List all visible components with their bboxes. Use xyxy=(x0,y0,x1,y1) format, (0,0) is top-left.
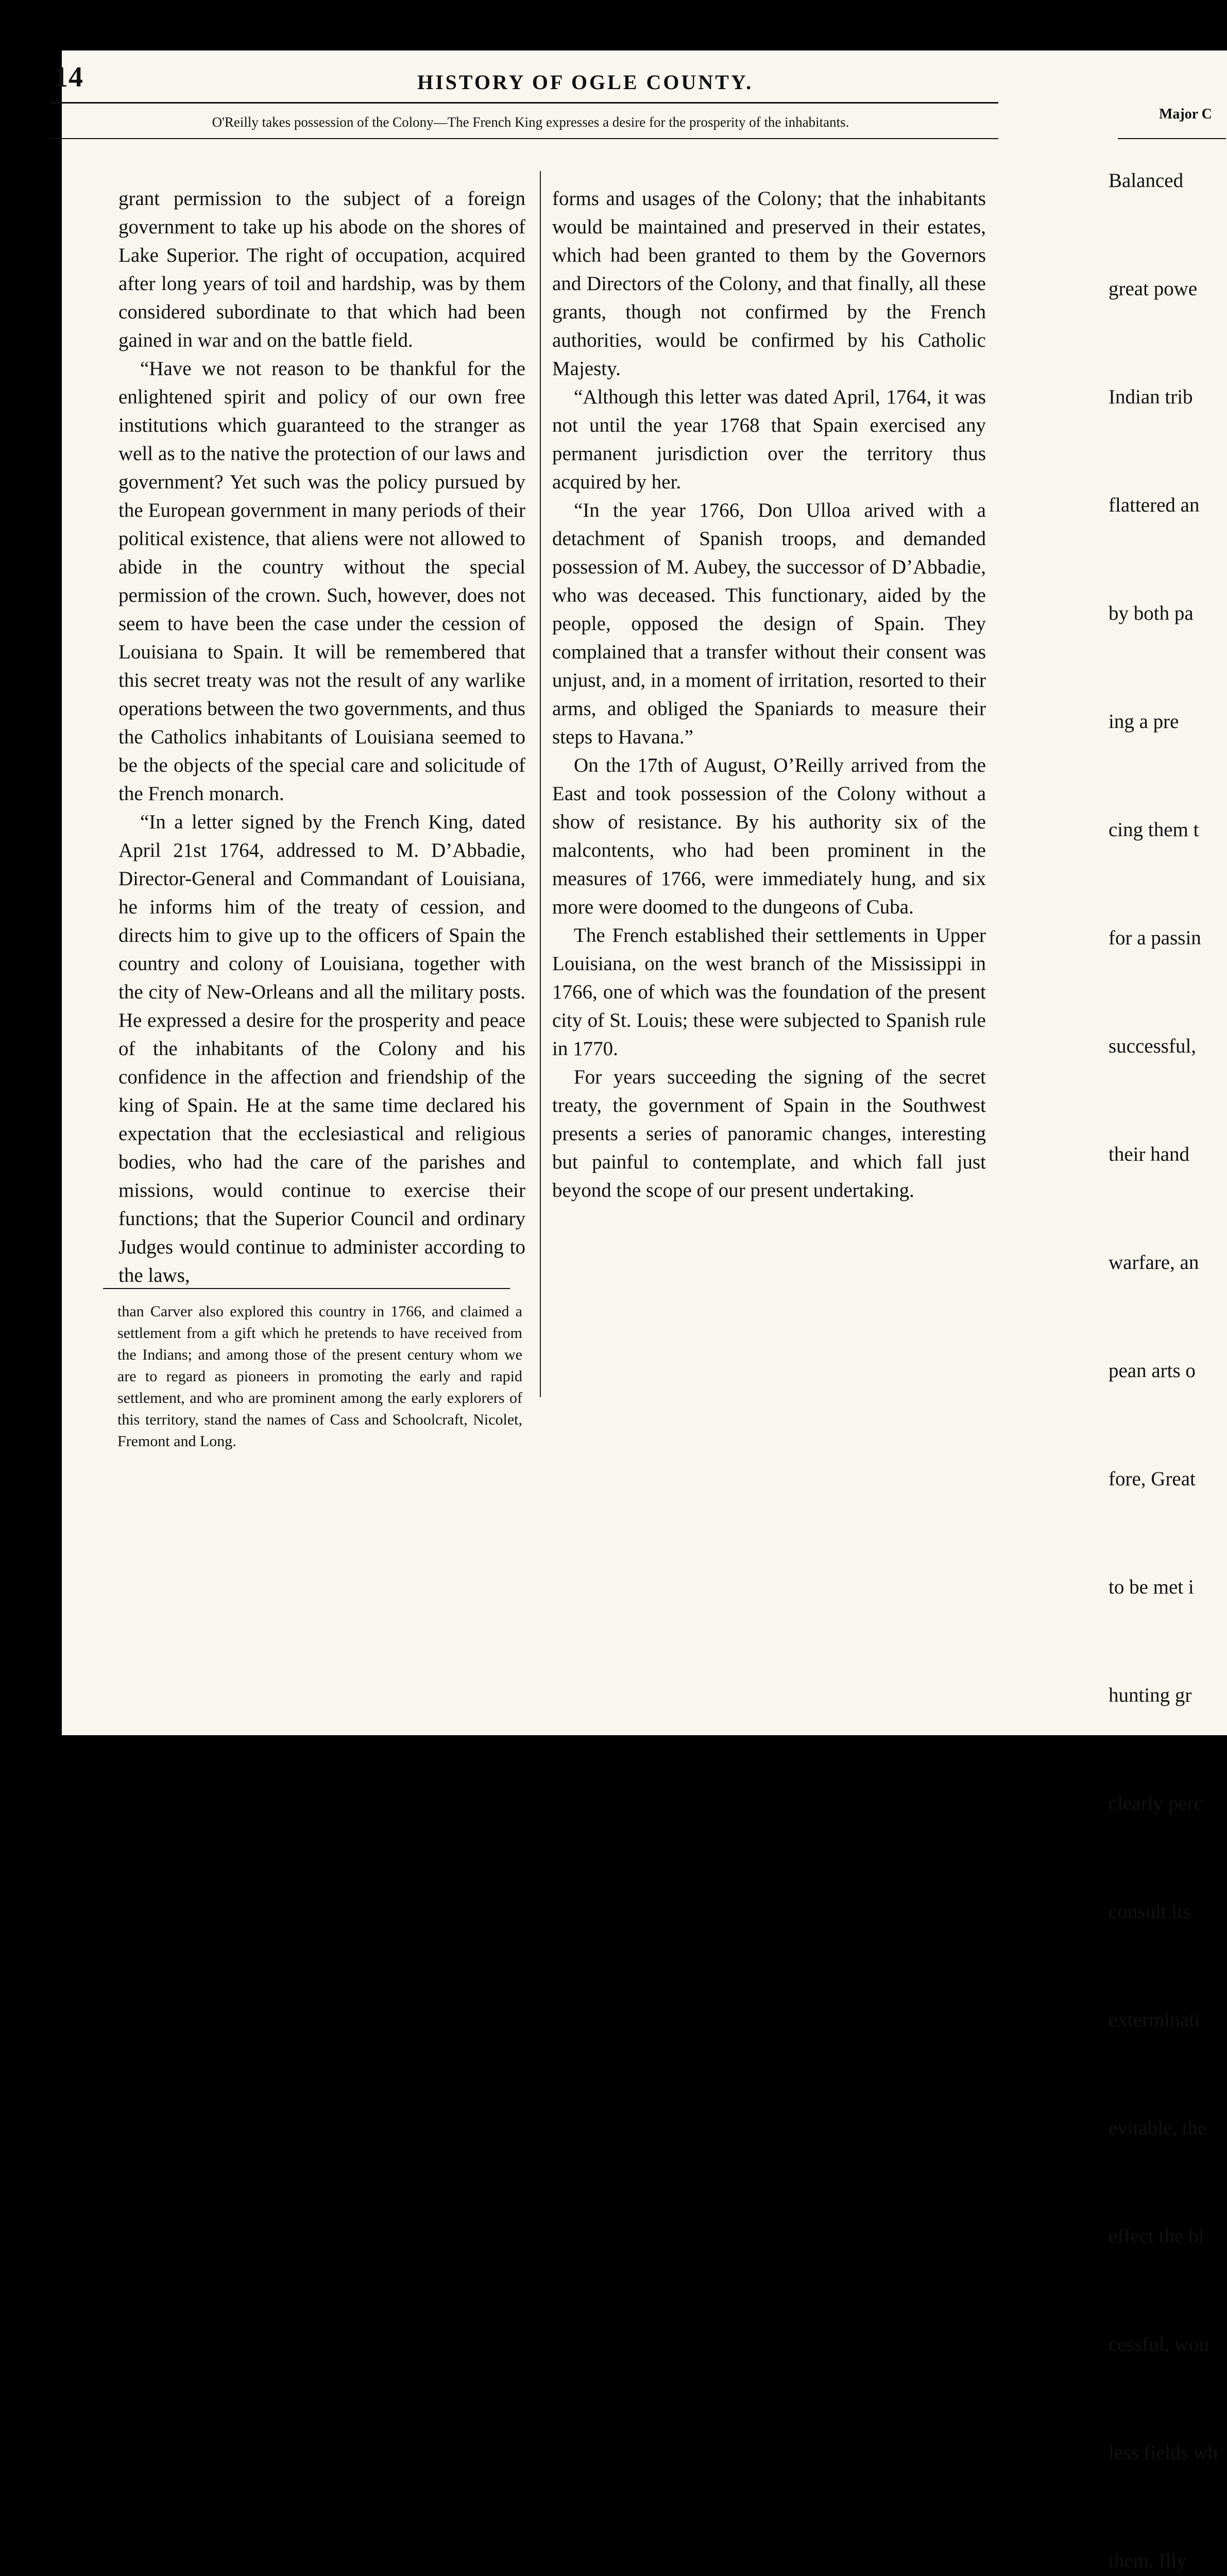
right-paragraph: “In the year 1766, Don Ulloa arived with a detachment of Spanish troops, and demanded possession of M. Aubey, the successor of D’Abbadie, who was deceased. This functionary, aided by the people, opposed the design of Spain. They complained that a transfer without their consent was unjust, and, in a moment of irritation, resorted to their arms, and obliged the Spaniards to measure their steps to Havana.” xyxy=(552,499,986,748)
facing-line: less fields wh xyxy=(1109,2442,1218,2464)
facing-page-head: Major C xyxy=(1159,106,1212,122)
facing-line: cessful, wou xyxy=(1109,2333,1209,2355)
facing-line: them. Illy xyxy=(1109,2550,1187,2572)
facing-line: to be met i xyxy=(1109,1576,1194,1598)
facing-line: great powe xyxy=(1109,278,1198,300)
page-header xyxy=(54,61,1001,98)
facing-line: ing a pre xyxy=(1109,710,1179,733)
page-number: 14 xyxy=(54,61,83,93)
right-paragraph: For years succeeding the signing of the secret treaty, the government of Spain in the Southwest presents a series of panoramic changes, interesting but painful to contemplate, and which fall just beyond the scope of our present undertaking. xyxy=(552,1066,986,1201)
facing-line: cing them t xyxy=(1109,819,1199,841)
right-paragraph: On the 17th of August, O’Reilly arrived from the East and took possession of the Colony without a show of resistance. By his authority six of the malcontents, who had been prominent in the measures of 1766, were immediately hung, and six more were doomed to the dungeons of Cuba. xyxy=(552,754,986,918)
footnote: than Carver also explored this country in 1766, and claimed a settlement from a gift which he pretends to have received from the Indians; and among those of the present century whom we are to regard as pioneers in promoting the early and rapid settlement, and who are prominent among the early explorers of this territory, stand the names of Cass and Schoolcraft, Nicolet, Fremont and Long. xyxy=(117,1303,522,1450)
facing-line: warfare, an xyxy=(1109,1251,1199,1274)
facing-line: successful, xyxy=(1109,1035,1197,1057)
facing-line: fore, Great xyxy=(1109,1468,1196,1490)
topic-rule xyxy=(50,138,998,139)
facing-line: evitable, the xyxy=(1109,2117,1207,2139)
facing-line: by both pa xyxy=(1109,602,1194,624)
facing-line: hunting gr xyxy=(1109,1684,1192,1706)
facing-line: Balanced xyxy=(1109,170,1184,192)
facing-line: for a passin xyxy=(1109,927,1201,949)
topic-line: O'Reilly takes possession of the Colony—The French King expresses a desire for the prosperity of the inhabitants. xyxy=(212,114,849,130)
left-column xyxy=(118,184,525,1290)
left-paragraph: “Have we not reason to be thankful for the enlightened spirit and policy of our own free institutions which guaranteed to the stranger as well as to the native the protection of our laws and government? Yet such was the policy pursued by the European government in many periods of their political existence, that aliens were not allowed to abide in the country without the special permission of the crown. Such, however, does not seem to have been the case under the cession of Louisiana to Spain. It will be remembered that this secret treaty was not the result of any warlike operations between the two governments, and thus the Catholics inhabitants of Louisiana seemed to be the objects of the special care and solicitude of the French monarch. xyxy=(118,358,525,805)
facing-page-text xyxy=(1109,91,1227,2576)
facing-line: clearly perc xyxy=(1109,1792,1203,1815)
right-column xyxy=(552,184,986,1205)
right-paragraph: “Although this letter was dated April, 1764, it was not until the year 1768 that Spain exercised any permanent jurisdiction over the territory thus acquired by her. xyxy=(552,386,986,493)
facing-line: consult its xyxy=(1109,1901,1191,1923)
running-head: HISTORY OF OGLE COUNTY. xyxy=(417,71,754,94)
facing-line: exterminati xyxy=(1109,2009,1200,2031)
facing-line: Indian trib xyxy=(1109,386,1193,408)
right-paragraph: forms and usages of the Colony; that the inhabitants would be maintained and preserved in their estates, which had been granted to them by the Governors and Directors of the Colony, and that finally, all these grants, though not confirmed by the French authorities, would be confirmed by his Catholic Majesty. xyxy=(552,188,986,380)
facing-line: effect the bl xyxy=(1109,2225,1204,2247)
right-paragraph: The French established their settlements in Upper Louisiana, on the west branch of the Mississippi in 1766, one of which was the foundation of the present city of St. Louis; these were subjected to Spanish rule in 1770. xyxy=(552,924,986,1060)
column-divider xyxy=(540,171,541,1397)
facing-line: pean arts o xyxy=(1109,1360,1196,1382)
left-paragraph: “In a letter signed by the French King, dated April 21st 1764, addressed to M. D’Abbadie, Director-General and Commandant of Louisiana, he informs him of the treaty of cession, and directs him to give up to the officers of Spain the country and colony of Louisiana, together with the city of New-Orleans and all the military posts. He expressed a desire for the prosperity and peace of the inhabitants of the Colony and his confidence in the affection and friendship of the king of Spain. He at the same time declared his expectation that the ecclesiastical and religious bodies, who had the care of the parishes and missions, would continue to exercise their functions; that the Superior Council and ordinary Judges would continue to administer according to the laws, xyxy=(118,811,525,1286)
facing-line: flattered an xyxy=(1109,494,1200,516)
header-rule xyxy=(50,102,998,104)
facing-line: their hand xyxy=(1109,1143,1190,1165)
left-paragraph: grant permission to the subject of a foreign government to take up his abode on the shores of Lake Superior. The right of occupation, acquired after long years of toil and hardship, was by them considered subordinate to that which had been gained in war and on the battle field. xyxy=(118,188,525,351)
footnote-rule xyxy=(103,1288,510,1289)
